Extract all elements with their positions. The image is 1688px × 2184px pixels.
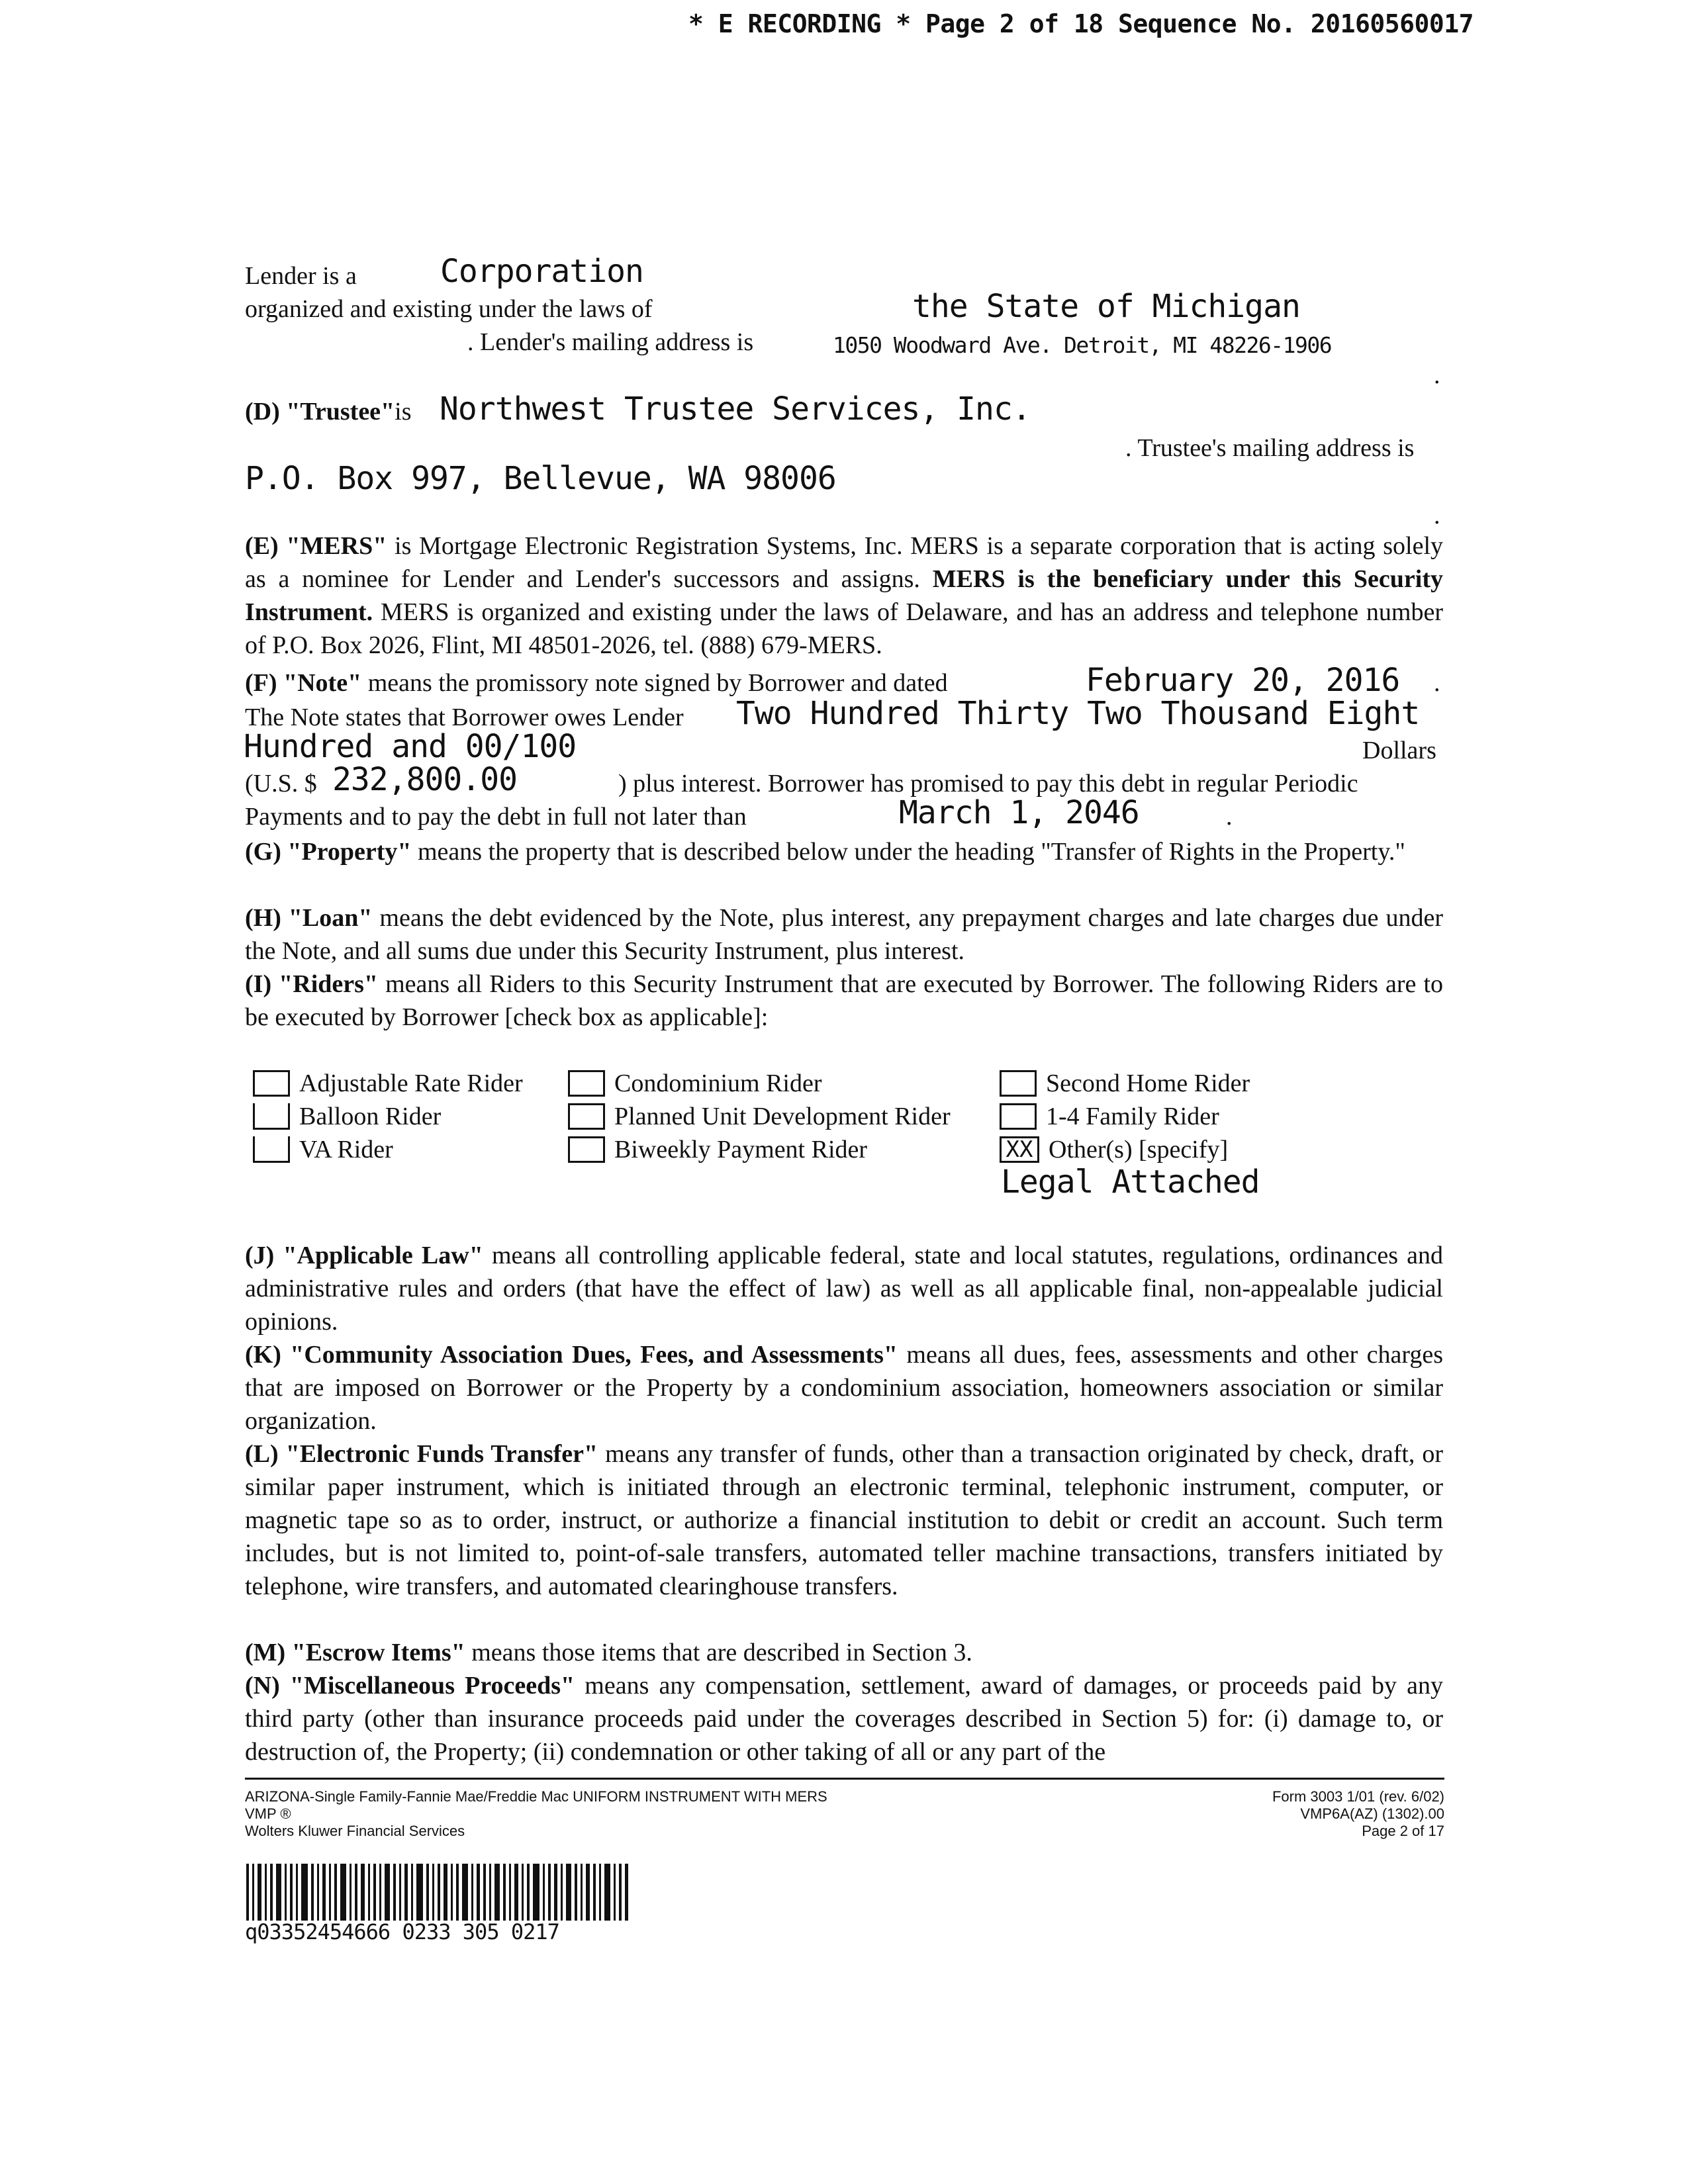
applicable-law-text: means all controlling applicable federal, state and local statutes, regulations, ordinances and administrative rules and orders (that have the effect of law) as well as all applicable final, non-appealable judicial opinions.	[245, 1242, 1443, 1336]
misc-proceeds-text: means any compensation, settlement, award of damages, or proceeds paid by any third party (other than insurance proceeds paid under the coverages described in Section 5) for: (i) damage to, or destruction of, the Property; (ii) condemnation or other taking of all or any part of the	[245, 1672, 1444, 1766]
loan-paragraph	[245, 901, 1443, 968]
rider-other[interactable]	[1000, 1133, 1228, 1164]
note-payments-text: Payments and to pay the debt in full not later than	[245, 803, 747, 831]
riders-paragraph	[245, 968, 1443, 1034]
note-amount-words-2: Hundred and 00/100	[244, 728, 577, 765]
rider-second-home[interactable]	[1000, 1067, 1250, 1098]
rider-label: Condominium Rider	[614, 1069, 822, 1098]
lender-state: the State of Michigan	[912, 288, 1300, 325]
mers-label: (E) "MERS"	[245, 532, 387, 560]
barcode-bar	[355, 1864, 357, 1921]
applicable-law-label: (J) "Applicable Law"	[245, 1242, 483, 1269]
rider-other-specify: Legal Attached	[1001, 1163, 1260, 1201]
barcode-bar	[361, 1864, 365, 1921]
barcode-bar	[586, 1864, 590, 1921]
lender-entity-type: Corporation	[440, 253, 643, 290]
note-date: February 20, 2016	[1086, 662, 1400, 699]
barcode-bar	[543, 1864, 545, 1921]
footer-left	[245, 1788, 827, 1840]
rider-label: 1-4 Family Rider	[1046, 1103, 1219, 1131]
barcode-bar	[566, 1864, 571, 1921]
rider-label: Adjustable Rate Rider	[299, 1069, 523, 1098]
note-dated-text: means the promissory note signed by Borrower and dated	[361, 669, 948, 697]
barcode-text: q03352454666 0233 305 0217	[245, 1919, 559, 1944]
footer-divider	[245, 1778, 1444, 1780]
barcode-bar	[426, 1864, 429, 1921]
barcode-bar	[581, 1864, 583, 1921]
trustee-end-period: .	[1434, 502, 1440, 529]
rider-checkbox[interactable]	[253, 1103, 290, 1130]
barcode-bar	[246, 1864, 249, 1921]
rider-label: Planned Unit Development Rider	[614, 1103, 951, 1131]
riders-text: means all Riders to this Security Instrument that are executed by Borrower. The following Riders are to be executed by Borrower [check box as applicable]:	[245, 970, 1444, 1031]
footer-right	[1272, 1788, 1444, 1840]
misc-proceeds-paragraph	[245, 1669, 1443, 1768]
community-dues-paragraph	[245, 1338, 1443, 1437]
barcode-bar	[604, 1864, 610, 1921]
recording-header: * E RECORDING * Page 2 of 18 Sequence No. 20160560017	[688, 9, 1474, 38]
barcode-bar	[411, 1864, 413, 1921]
eft-label: (L) "Electronic Funds Transfer"	[245, 1440, 598, 1468]
mers-paragraph	[245, 529, 1443, 662]
trustee-mailing-label: . Trustee's mailing address is	[1125, 434, 1415, 462]
trustee-label-bold: (D) "Trustee"	[245, 398, 395, 426]
lender-organized-label: organized and existing under the laws of	[245, 295, 653, 323]
barcode-bar	[350, 1864, 352, 1921]
barcode-bar	[373, 1864, 376, 1921]
trustee-mailing-address: P.O. Box 997, Bellevue, WA 98006	[245, 460, 836, 497]
rider-biweekly[interactable]	[568, 1133, 867, 1164]
barcode-bar	[477, 1864, 480, 1921]
property-text: means the property that is described below under the heading "Transfer of Rights in the Property."	[411, 838, 1405, 866]
rider-checkbox[interactable]	[1000, 1103, 1037, 1130]
barcode-bar	[399, 1864, 401, 1921]
note-plus-text: ) plus interest. Borrower has promised to pay this debt in regular Periodic	[618, 770, 1358, 797]
barcode-bar	[334, 1864, 337, 1921]
barcode-bar	[438, 1864, 440, 1921]
barcode-bar	[522, 1864, 524, 1921]
barcode-bar	[258, 1864, 261, 1921]
rider-label: Other(s) [specify]	[1049, 1136, 1229, 1164]
note-us-prefix: (U.S. $	[245, 770, 317, 797]
loan-text: means the debt evidenced by the Note, plus interest, any prepayment charges and late charges due under the Note, and all sums due under this Security Instrument, plus interest.	[245, 904, 1443, 965]
riders-label: (I) "Riders"	[245, 970, 379, 998]
rider-condominium[interactable]	[568, 1067, 822, 1098]
barcode-bar	[285, 1864, 287, 1921]
escrow-paragraph	[245, 1636, 1443, 1669]
rider-checkbox[interactable]	[253, 1070, 290, 1097]
note-owes-text: The Note states that Borrower owes Lender	[245, 704, 684, 731]
barcode-bar	[276, 1864, 281, 1921]
note-date-period: .	[1434, 669, 1440, 697]
lender-mailing-label: . Lender's mailing address is	[467, 328, 754, 356]
trustee-name: Northwest Trustee Services, Inc.	[440, 390, 1031, 428]
barcode-bar	[311, 1864, 314, 1921]
note-line-1	[245, 668, 948, 698]
barcode-bar	[619, 1864, 622, 1921]
footer-vmp-code: VMP6A(AZ) (1302).00	[1300, 1805, 1444, 1822]
barcode-bar	[489, 1864, 491, 1921]
note-maturity-period: .	[1226, 803, 1233, 831]
note-dollars: Dollars	[1362, 737, 1436, 764]
barcode-bar	[265, 1864, 267, 1921]
barcode-bar	[527, 1864, 530, 1921]
barcode-bar	[393, 1864, 396, 1921]
rider-adjustable-rate[interactable]	[253, 1067, 523, 1098]
escrow-label: (M) "Escrow Items"	[245, 1639, 465, 1666]
property-label: (G) "Property"	[245, 838, 412, 866]
barcode-bar	[379, 1864, 381, 1921]
mers-text-2: MERS is organized and existing under the laws of Delaware, and has an address and telephone number of P.O. Box 2026, Flint, MI 48501-2026, tel. (888) 679-MERS.	[245, 598, 1443, 659]
barcode-bar	[340, 1864, 346, 1921]
loan-label: (H) "Loan"	[245, 904, 373, 932]
barcode-bar	[451, 1864, 453, 1921]
mers-beneficiary-text: MERS is the beneficiary under this Security Instrument.	[245, 565, 1444, 626]
eft-paragraph	[245, 1437, 1443, 1603]
community-dues-label: (K) "Community Association Dues, Fees, and Assessments"	[245, 1341, 898, 1369]
barcode-bar	[575, 1864, 577, 1921]
footer-page-number: Page 2 of 17	[1362, 1823, 1444, 1839]
rider-label: VA Rider	[299, 1136, 393, 1164]
barcode-bar	[548, 1864, 551, 1921]
barcode-bar	[290, 1864, 293, 1921]
barcode-bar	[509, 1864, 511, 1921]
barcode	[246, 1864, 715, 1921]
barcode-bar	[471, 1864, 473, 1921]
barcode-bar	[301, 1864, 308, 1921]
community-dues-text: means all dues, fees, assessments and other charges that are imposed on Borrower or the Property by a condominium association, homeowners association or similar organization.	[245, 1341, 1443, 1435]
barcode-bar	[462, 1864, 468, 1921]
barcode-bar	[329, 1864, 331, 1921]
trustee-label-is: is	[395, 398, 412, 426]
barcode-bar	[416, 1864, 423, 1921]
lender-mailing-address: 1050 Woodward Ave. Detroit, MI 48226-1906	[833, 332, 1332, 358]
rider-balloon[interactable]	[253, 1100, 441, 1131]
applicable-law-paragraph	[245, 1239, 1443, 1338]
barcode-bar	[432, 1864, 434, 1921]
note-amount-words-1: Two Hundred Thirty Two Thousand Eight	[736, 695, 1420, 732]
barcode-bar	[533, 1864, 539, 1921]
note-maturity-date: March 1, 2046	[899, 794, 1139, 831]
trustee-label	[245, 397, 412, 426]
rider-checkbox[interactable]	[568, 1136, 605, 1163]
barcode-bar	[503, 1864, 506, 1921]
rider-label: Balloon Rider	[299, 1103, 442, 1131]
rider-checkbox[interactable]	[1000, 1070, 1037, 1097]
rider-checkbox[interactable]	[253, 1136, 290, 1163]
footer-vmp: VMP ®	[245, 1805, 291, 1822]
rider-checkbox[interactable]	[568, 1103, 605, 1130]
barcode-bar	[444, 1864, 447, 1921]
escrow-text: means those items that are described in Section 3.	[465, 1639, 972, 1666]
lender-end-period: .	[1434, 361, 1440, 389]
barcode-bar	[322, 1864, 326, 1921]
barcode-bar	[494, 1864, 500, 1921]
rider-label: Biweekly Payment Rider	[614, 1136, 868, 1164]
lender-is-a-label: Lender is a	[245, 262, 357, 290]
barcode-bar	[270, 1864, 273, 1921]
barcode-bar	[252, 1864, 254, 1921]
barcode-bar	[514, 1864, 518, 1921]
rider-checkbox-checked[interactable]: XX	[1000, 1136, 1039, 1163]
barcode-bar	[404, 1864, 408, 1921]
footer-form-title: ARIZONA-Single Family-Fannie Mae/Freddie Mac UNIFORM INSTRUMENT WITH MERS	[245, 1788, 827, 1805]
rider-checkbox[interactable]	[568, 1070, 605, 1097]
mers-text-1: is Mortgage Electronic Registration Systems, Inc. MERS is a separate corporation that is acting solely as a nominee for Lender and Lender's successors and assigns.	[245, 532, 1444, 593]
barcode-bar	[317, 1864, 319, 1921]
property-paragraph	[245, 835, 1443, 868]
footer-publisher: Wolters Kluwer Financial Services	[245, 1823, 465, 1839]
barcode-bar	[385, 1864, 390, 1921]
barcode-bar	[368, 1864, 370, 1921]
footer-form-number: Form 3003 1/01 (rev. 6/02)	[1272, 1788, 1444, 1805]
barcode-bar	[483, 1864, 486, 1921]
barcode-bar	[296, 1864, 298, 1921]
barcode-bar	[599, 1864, 601, 1921]
rider-va[interactable]	[253, 1133, 393, 1164]
barcode-bar	[625, 1864, 628, 1921]
barcode-bar	[593, 1864, 596, 1921]
rider-label: Second Home Rider	[1046, 1069, 1250, 1098]
barcode-bar	[554, 1864, 557, 1921]
misc-proceeds-label: (N) "Miscellaneous Proceeds"	[245, 1672, 575, 1700]
rider-planned-unit[interactable]	[568, 1100, 951, 1131]
barcode-bar	[456, 1864, 459, 1921]
barcode-bar	[614, 1864, 616, 1921]
note-label: (F) "Note"	[245, 669, 362, 697]
barcode-bar	[561, 1864, 563, 1921]
eft-text: means any transfer of funds, other than a transaction originated by check, draft, or similar paper instrument, which is initiated through an electronic terminal, telephonic instrument, computer, or magnetic tape so as to order, instruct, or authorize a financial institution to debit or credit an account. Such term includes, but is not limited to, point-of-sale transfers, automated teller machine transactions, transfers initiated by telephone, wire transfers, and automated clearinghouse transfers.	[245, 1440, 1443, 1600]
note-amount: 232,800.00	[332, 761, 517, 798]
rider-one-four-family[interactable]	[1000, 1100, 1219, 1131]
